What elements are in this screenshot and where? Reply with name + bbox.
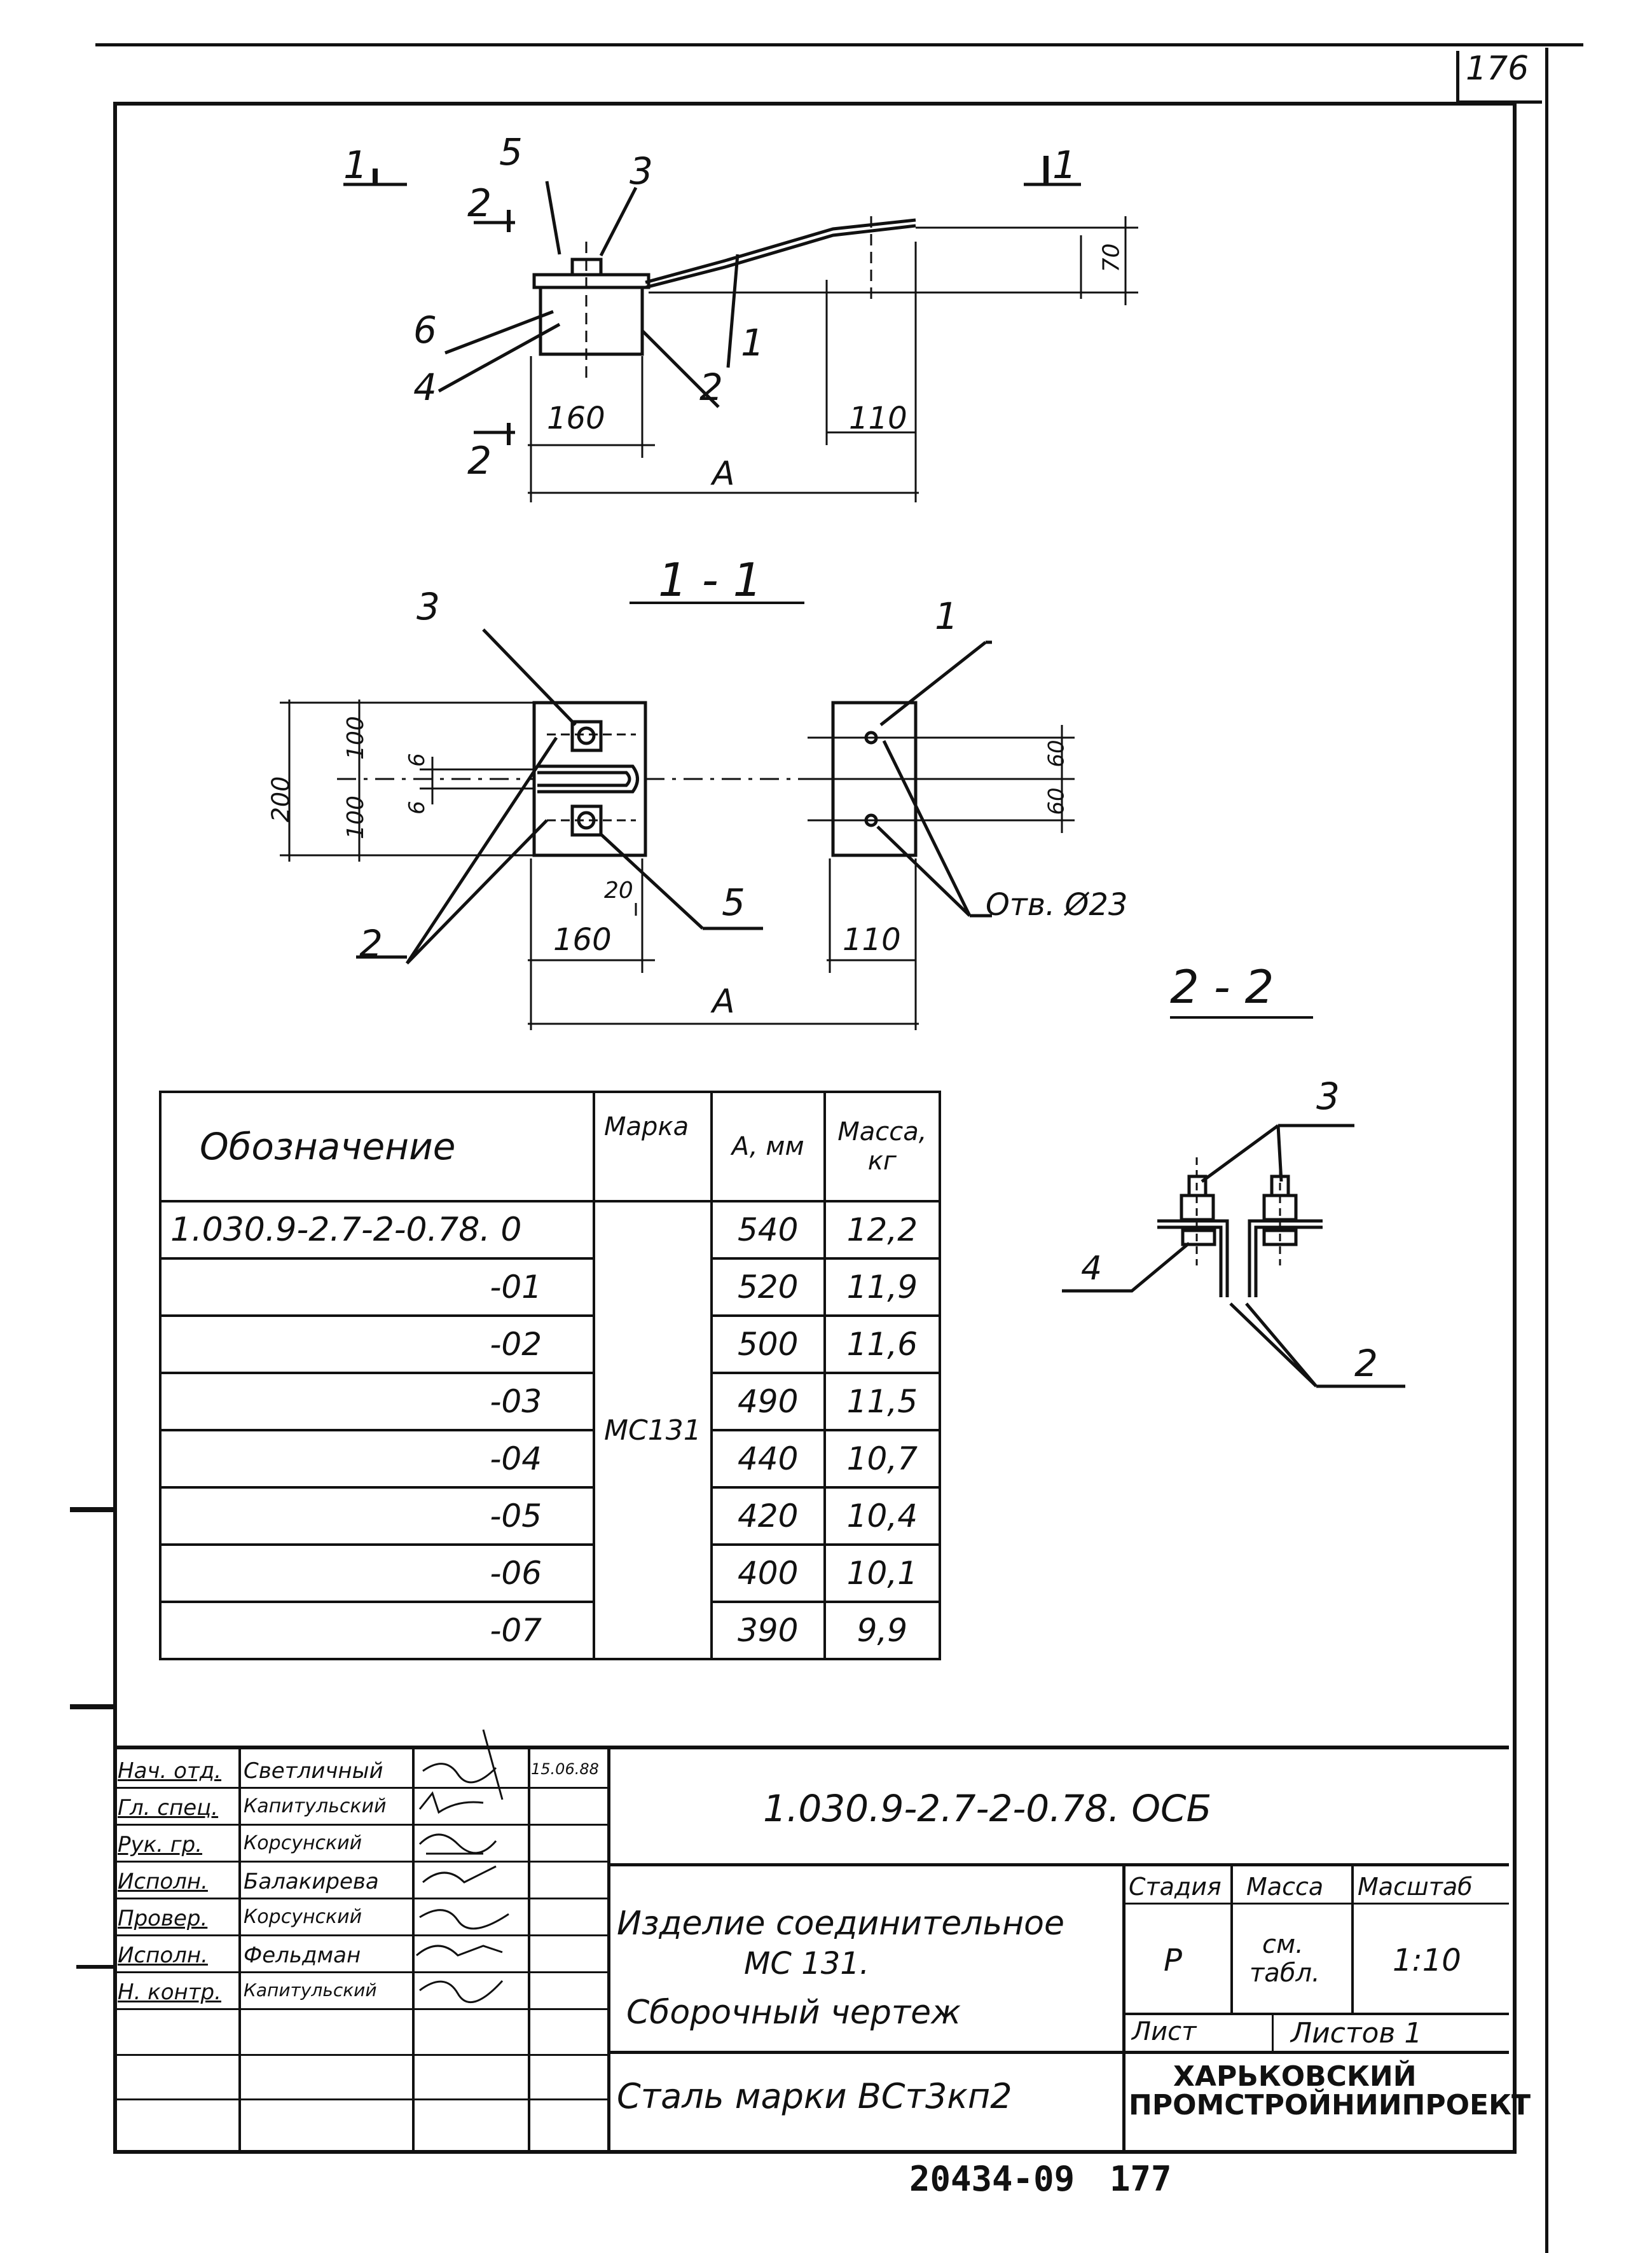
- callout-2-top: 2: [699, 366, 723, 409]
- dim-total-top: A: [712, 455, 735, 493]
- section-mark-2-bottom: 2: [467, 439, 492, 483]
- spec-row-a: 420: [712, 1487, 825, 1545]
- material: Сталь марки ВСт3кп2: [617, 2076, 1012, 2116]
- spec-header-a: A, мм: [712, 1092, 825, 1201]
- doc-code: 1.030.9-2.7-2-0.78. ОСБ: [763, 1787, 1212, 1830]
- callout-6-top: 6: [413, 308, 437, 352]
- dim-height-total: 200: [266, 776, 295, 823]
- section-mark-1-right: 1: [1052, 143, 1077, 188]
- spec-row-mass: 10,1: [825, 1545, 940, 1602]
- spec-row-a: 540: [712, 1201, 825, 1258]
- spec-row-designation: -05: [160, 1487, 594, 1545]
- callout-4-section2: 4: [1081, 1250, 1103, 1288]
- spec-row-mass: 10,7: [825, 1430, 940, 1487]
- section-2-2-title: 2 - 2: [1170, 960, 1274, 1014]
- callout-4-top: 4: [413, 366, 437, 409]
- product-name-1: Изделие соединительное: [617, 1905, 1064, 1943]
- name-5: Корсунский: [244, 1906, 362, 1928]
- role-executor-1: Исполн.: [118, 1869, 208, 1894]
- name-4: Балакирева: [244, 1869, 379, 1894]
- role-chief-spec: Гл. спец.: [118, 1795, 219, 1821]
- page-number: 177: [1110, 2159, 1172, 2199]
- spec-row-a: 520: [712, 1258, 825, 1316]
- callout-1-top: 1: [741, 321, 764, 364]
- callout-5-plan: 5: [722, 881, 745, 924]
- callout-1-plan: 1: [935, 595, 958, 638]
- dim-upper: 100: [342, 716, 369, 760]
- name-7: Капитульский: [244, 1980, 377, 2001]
- spec-row-a: 500: [712, 1316, 825, 1373]
- mass-label: Масса: [1246, 1873, 1324, 1901]
- order-number: 20434-09: [909, 2159, 1075, 2199]
- callout-5-top: 5: [499, 130, 523, 174]
- dim-hole-top: 60: [1043, 740, 1070, 768]
- name-2: Капитульский: [244, 1795, 387, 1817]
- role-group-lead: Рук. гр.: [118, 1832, 203, 1857]
- spec-row-a: 490: [712, 1373, 825, 1430]
- spec-row-designation: -03: [160, 1373, 594, 1430]
- spec-row-mass: 11,5: [825, 1373, 940, 1430]
- dim-left-width-plan: 160: [553, 922, 612, 958]
- section-mark-2-top: 2: [467, 181, 492, 226]
- mass-value-2: табл.: [1249, 1959, 1320, 1988]
- spec-row-designation: -01: [160, 1258, 594, 1316]
- product-name-2: МС 131.: [744, 1946, 870, 1981]
- section-mark-1-left: 1: [343, 143, 368, 188]
- section-1-1-title: 1 - 1: [658, 553, 762, 607]
- spec-header-brand: Марка: [594, 1092, 712, 1201]
- spec-row-designation: -02: [160, 1316, 594, 1373]
- scale-value: 1:10: [1393, 1943, 1461, 1978]
- name-3: Корсунский: [244, 1832, 362, 1854]
- dim-lower: 100: [342, 796, 369, 839]
- spec-row-a: 440: [712, 1430, 825, 1487]
- dim-right-width-top: 110: [849, 401, 907, 436]
- callout-3-top: 3: [630, 149, 653, 193]
- corner-number: 176: [1466, 50, 1529, 88]
- sheets-label: Листов 1: [1291, 2017, 1422, 2050]
- dim-offset: 20: [604, 878, 633, 904]
- spec-row-designation: 1.030.9-2.7-2-0.78. 0: [160, 1201, 594, 1258]
- dim-gap-a: 6: [404, 753, 430, 767]
- name-1: Светличный: [244, 1758, 383, 1784]
- callout-2-plan: 2: [359, 922, 383, 965]
- role-head-dept: Нач. отд.: [118, 1758, 222, 1784]
- callout-2-section2: 2: [1354, 1342, 1378, 1385]
- dim-right-width-plan: 110: [843, 922, 901, 958]
- spec-row-designation: -07: [160, 1602, 594, 1659]
- name-6: Фельдман: [244, 1943, 361, 1968]
- dim-total-plan: A: [712, 982, 735, 1021]
- dim-rise: 70: [1098, 243, 1125, 273]
- spec-row-mass: 10,4: [825, 1487, 940, 1545]
- role-norm-control: Н. контр.: [118, 1980, 221, 2005]
- spec-row-mass: 9,9: [825, 1602, 940, 1659]
- org-name-2: ПРОМСТРОЙНИИПРОЕКТ: [1129, 2089, 1531, 2121]
- spec-header-designation: Обозначение: [160, 1092, 594, 1201]
- dim-hole-bottom: 60: [1043, 787, 1070, 815]
- product-name-3: Сборочный чертеж: [626, 1994, 961, 2032]
- spec-row-mass: 11,9: [825, 1258, 940, 1316]
- sheet-label: Лист: [1132, 2017, 1197, 2046]
- spec-row-designation: -06: [160, 1545, 594, 1602]
- dim-gap-b: 6: [404, 801, 430, 815]
- scale-label: Масштаб: [1358, 1873, 1473, 1901]
- spec-row-mass: 12,2: [825, 1201, 940, 1258]
- spec-row-a: 400: [712, 1545, 825, 1602]
- spec-row-designation: -04: [160, 1430, 594, 1487]
- callout-3-plan: 3: [416, 585, 440, 628]
- dim-left-width-top: 160: [547, 401, 605, 436]
- spec-header-mass: Масса, кг: [825, 1092, 940, 1201]
- hole-label: Отв. Ø23: [986, 887, 1128, 923]
- spec-row-mass: 11,6: [825, 1316, 940, 1373]
- callout-3-section2: 3: [1316, 1075, 1340, 1118]
- stage-value: Р: [1164, 1943, 1182, 1978]
- stage-label: Стадия: [1129, 1873, 1222, 1901]
- spec-row-a: 390: [712, 1602, 825, 1659]
- org-name-1: ХАРЬКОВСКИЙ: [1173, 2060, 1417, 2093]
- mass-value-1: см.: [1262, 1930, 1304, 1959]
- date-signed: 15.06.88: [531, 1760, 599, 1778]
- spec-brand-cell: МС131: [594, 1201, 712, 1659]
- role-checker: Провер.: [118, 1906, 208, 1931]
- role-executor-2: Исполн.: [118, 1943, 208, 1968]
